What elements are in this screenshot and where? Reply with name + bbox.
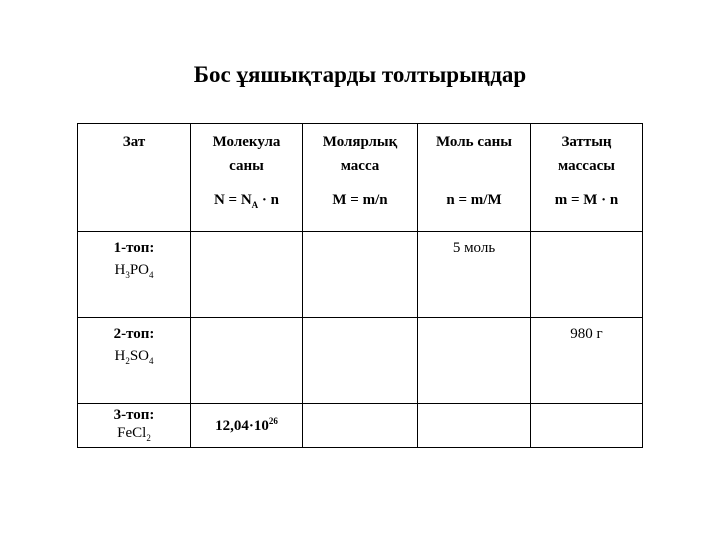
header-label: Молярлық масса — [322, 134, 398, 174]
cell-mass[interactable] — [531, 404, 643, 448]
chemical-formula — [78, 259, 190, 286]
cell-moles[interactable]: 5 моль — [418, 232, 531, 318]
formula-text: PO — [129, 262, 150, 278]
formula-sub: 2 — [125, 356, 130, 366]
formula-sub: 3 — [125, 270, 130, 280]
formula-sub: 2 — [146, 433, 151, 443]
formula-text: N = N — [213, 192, 252, 208]
header-label: Моль саны — [435, 134, 513, 150]
header-formula: M = m/n — [332, 192, 388, 208]
cell-moles[interactable] — [418, 318, 531, 404]
header-moles — [418, 124, 531, 232]
row-label — [78, 404, 191, 448]
chemical-formula — [78, 424, 190, 447]
chemical-formula — [78, 345, 190, 372]
formula-sub: 4 — [149, 356, 154, 366]
cell-molar-mass[interactable] — [303, 404, 418, 448]
cell-mass[interactable]: 980 г — [531, 318, 643, 404]
header-row — [78, 124, 643, 232]
cell-molecules[interactable] — [191, 318, 303, 404]
header-molar-mass — [303, 124, 418, 232]
header-formula: n = m/M — [446, 192, 502, 208]
group-label: 2-топ: — [113, 326, 155, 342]
group-label: 3-топ: — [113, 407, 155, 423]
table-row — [78, 232, 643, 318]
header-formula — [191, 192, 302, 210]
row-label — [78, 232, 191, 318]
formula-text: SO — [129, 348, 150, 364]
header-mass — [531, 124, 643, 232]
header-formula: m = M · n — [554, 192, 619, 208]
header-label: Зат — [122, 134, 146, 150]
header-label: Молекула саны — [212, 134, 281, 174]
cell-mass[interactable] — [531, 232, 643, 318]
page-title: Бос ұяшықтарды толтырыңдар — [193, 62, 527, 87]
row-label — [78, 318, 191, 404]
header-molecules — [191, 124, 303, 232]
header-substance — [78, 124, 191, 232]
cell-moles[interactable] — [418, 404, 531, 448]
cell-molar-mass[interactable] — [303, 318, 418, 404]
group-label: 1-топ: — [113, 240, 155, 256]
formula-sub: A — [251, 200, 259, 210]
table-row — [78, 404, 643, 448]
formula-text: H — [114, 348, 126, 364]
table-row — [78, 318, 643, 404]
cell-molar-mass[interactable] — [303, 232, 418, 318]
data-table — [77, 123, 643, 448]
formula-text: · n — [258, 192, 280, 208]
formula-text: FeCl — [117, 425, 147, 441]
formula-sub: 4 — [149, 270, 154, 280]
cell-molecules[interactable] — [191, 404, 303, 448]
value-text: 12,04·10 — [215, 418, 269, 434]
cell-molecules[interactable] — [191, 232, 303, 318]
header-label: Заттың массасы — [558, 134, 615, 174]
value-exponent: 26 — [268, 416, 278, 426]
formula-text: H — [114, 262, 126, 278]
